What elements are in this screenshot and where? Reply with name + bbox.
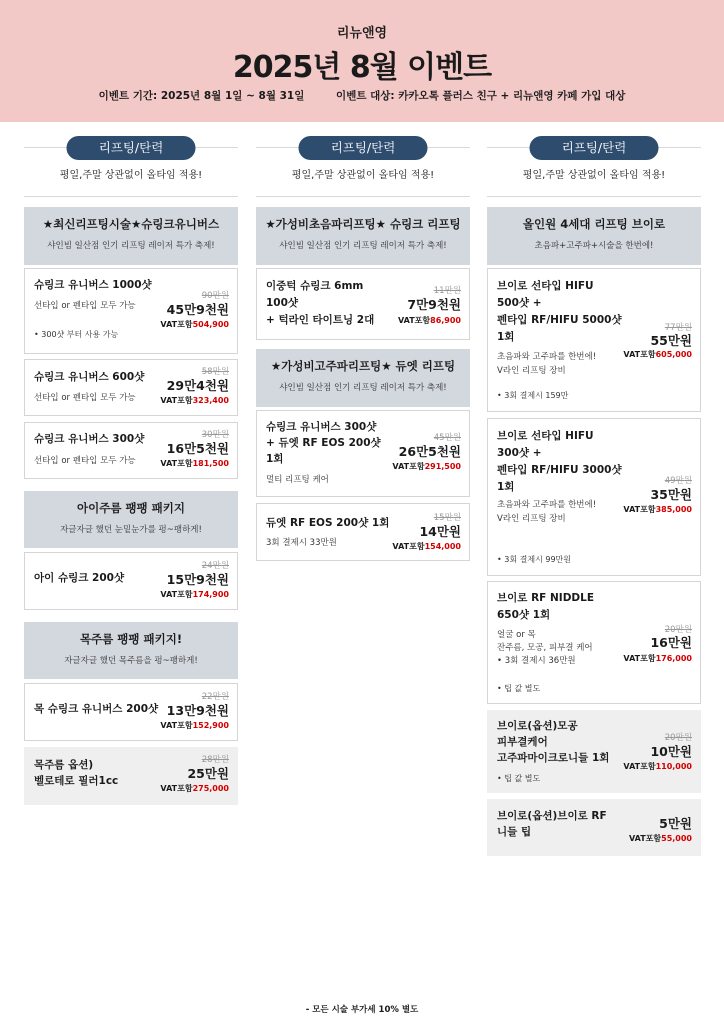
item-name-line: 고주파마이크로니들 1회 [497, 752, 610, 764]
sale-price: 14만원 [419, 524, 461, 539]
section-title: 목주름 팽팽 패키지! [79, 632, 183, 646]
section-subtitle: 초음파+고주파+시술을 한번에! [534, 241, 654, 251]
category-subtitle: 평일,주말 상관없이 올타임 적용! [291, 170, 435, 181]
item-note: • 3회 결제시 99만원 [497, 555, 571, 564]
original-price: 20만원 [664, 733, 692, 743]
item-name-line: 이중턱 슈링크 6mm [266, 280, 364, 292]
item-note: • 팁 값 별도 [497, 684, 541, 693]
list-item [256, 503, 470, 561]
vat-price: VAT포함323,400 [160, 396, 229, 405]
brand-name: 리뉴앤영 [336, 26, 388, 41]
item-name-line: 니들 팁 [497, 826, 532, 838]
vat-price: VAT포함275,000 [160, 784, 229, 793]
list-item [487, 268, 701, 412]
vat-price: VAT포함86,900 [397, 316, 461, 325]
category-header [256, 122, 470, 197]
item-note: • 팁 값 별도 [497, 774, 541, 783]
sale-price: 7만9천원 [407, 297, 461, 312]
item-desc: 선타입 or 펜타입 모두 가능 [34, 301, 136, 311]
sale-price: 16만5천원 [166, 441, 229, 456]
item-name-line: 브이로 선타입 HIFU [497, 280, 594, 292]
sale-price: 26만5천원 [398, 444, 461, 459]
section-subtitle: 샤인빔 일산점 인기 리프팅 레이저 특가 축제! [279, 383, 447, 393]
original-price: 77만원 [664, 323, 692, 333]
item-note: • 300샷 부터 사용 가능 [34, 330, 119, 339]
event-header [0, 0, 724, 122]
category-subtitle: 평일,주말 상관없이 올타임 적용! [522, 170, 666, 181]
original-price: 22만원 [201, 692, 229, 702]
item-name-line: 브이로(옵션)브이로 RF [497, 810, 607, 822]
section-header [24, 491, 238, 548]
section-header [487, 207, 701, 265]
item-name-line: 펜타입 RF/HIFU 3000샷 [497, 464, 622, 476]
original-price: 58만원 [201, 367, 229, 377]
list-item [487, 710, 701, 793]
list-item [256, 268, 470, 340]
category-header [24, 122, 238, 197]
category-badge: 리프팅/탄력 [530, 136, 659, 160]
item-desc: V라인 리프팅 장비 [497, 366, 566, 376]
event-target: 이벤트 대상: 카카오톡 플러스 친구 + 리뉴앤영 카페 가입 대상 [336, 90, 626, 102]
item-name-line: + 턱라인 타이트닝 2대 [266, 314, 375, 326]
vat-price: VAT포함55,000 [628, 834, 692, 843]
list-item [256, 410, 470, 497]
section-title: 아이주름 팽팽 패키지 [77, 501, 185, 515]
item-name: 아이 슈링크 200샷 [34, 572, 125, 584]
item-name-line: 500샷 + [497, 297, 542, 309]
original-price: 28만원 [201, 755, 229, 765]
item-name: 슈링크 유니버스 300샷 [34, 433, 145, 445]
list-item [24, 683, 238, 741]
vat-price: VAT포함154,000 [392, 542, 461, 551]
section-header [256, 207, 470, 265]
section-subtitle: 샤인빔 일산점 인기 리프팅 레이저 특가 축제! [47, 241, 215, 251]
original-price: 90만원 [201, 291, 229, 301]
section-header [256, 349, 470, 407]
item-name-line: 브이로 RF NIDDLE [497, 592, 594, 604]
item-desc: 잔주름, 모공, 피부결 케어 [497, 643, 593, 653]
section-header [24, 622, 238, 679]
sale-price: 15만9천원 [166, 572, 229, 587]
item-name-line: 벨로테로 필러1cc [34, 775, 119, 787]
section-title: ★가성비초음파리프팅★ 슈링크 리프팅 [265, 217, 461, 231]
list-item [24, 422, 238, 479]
event-period: 이벤트 기간: 2025년 8월 1일 ~ 8월 31일 [98, 90, 305, 102]
sale-price: 35만원 [650, 487, 692, 502]
page-title: 2025년 8월 이벤트 [232, 50, 492, 85]
section-title: ★가성비고주파리프팅★ 듀엣 리프팅 [270, 359, 456, 373]
item-name: 듀엣 RF EOS 200샷 1회 [266, 517, 390, 529]
original-price: 15만원 [433, 513, 461, 523]
list-item [487, 418, 701, 576]
original-price: 45만원 [433, 433, 461, 443]
item-name-line: 1회 [266, 453, 284, 465]
list-item [24, 268, 238, 354]
item-name-line: 650샷 1회 [497, 609, 551, 621]
item-name-line: 300샷 + [497, 447, 542, 459]
footer-note: - 모든 시술 부가세 10% 별도 [305, 1005, 419, 1015]
vat-price: VAT포함385,000 [623, 505, 692, 514]
category-badge: 리프팅/탄력 [67, 136, 196, 160]
item-name: 슈링크 유니버스 600샷 [34, 371, 145, 383]
item-name: 목 슈링크 유니버스 200샷 [34, 703, 159, 715]
original-price: 20만원 [664, 625, 692, 635]
sale-price: 55만원 [650, 333, 692, 348]
sale-price: 5만원 [659, 816, 692, 831]
item-desc: V라인 리프팅 장비 [497, 514, 566, 524]
vat-price: VAT포함174,900 [160, 590, 229, 599]
sale-price: 10만원 [650, 744, 692, 759]
column-1 [24, 122, 238, 805]
item-name-line: + 듀엣 RF EOS 200샷 [266, 437, 381, 449]
sale-price: 29만4천원 [166, 378, 229, 393]
item-desc: • 3회 결제시 36만원 [497, 656, 576, 666]
item-desc: 3회 결제시 33만원 [266, 538, 337, 548]
section-subtitle: 샤인빔 일산점 인기 리프팅 레이저 특가 축제! [279, 241, 447, 251]
item-desc: 초음파와 고주파를 한번에! [497, 352, 597, 362]
category-badge: 리프팅/탄력 [299, 136, 428, 160]
vat-price: VAT포함110,000 [623, 762, 692, 771]
item-name-line: 피부결케어 [497, 736, 548, 748]
original-price: 30만원 [201, 430, 229, 440]
vat-price: VAT포함181,500 [160, 459, 229, 468]
section-subtitle: 자글자글 했던 눈밑눈가를 펑~팽하게! [60, 525, 202, 535]
list-item [487, 581, 701, 704]
item-name-line: 1회 [497, 481, 515, 493]
item-desc: 얼굴 or 목 [497, 630, 536, 640]
item-desc: 멀티 리프팅 케어 [266, 475, 329, 485]
vat-price: VAT포함605,000 [623, 350, 692, 359]
original-price: 49만원 [664, 476, 692, 486]
vat-price: VAT포함504,900 [160, 320, 229, 329]
item-name-line: 슈링크 유니버스 300샷 [266, 421, 377, 433]
column-2 [256, 122, 470, 561]
list-item [24, 747, 238, 805]
sale-price: 16만원 [650, 635, 692, 650]
sale-price: 13만9천원 [166, 703, 229, 718]
item-name-line: 펜타입 RF/HIFU 5000샷 [497, 314, 622, 326]
item-name-line: 1회 [497, 331, 515, 343]
original-price: 24만원 [201, 561, 229, 571]
item-name-line: 100샷 [266, 297, 299, 309]
item-name-line: 목주름 옵션) [34, 759, 94, 771]
sale-price: 25만원 [187, 766, 229, 781]
section-header [24, 207, 238, 265]
item-name-line: 브이로(옵션)모공 [497, 720, 578, 732]
column-3 [487, 122, 701, 856]
section-subtitle: 자글자글 했던 목주름을 펑~팽하게! [64, 656, 198, 666]
item-desc: 초음파와 고주파를 한번에! [497, 500, 597, 510]
item-note: • 3회 결제시 159만 [497, 391, 569, 400]
list-item [24, 552, 238, 610]
vat-price: VAT포함176,000 [623, 654, 692, 663]
sale-price: 45만9천원 [166, 302, 229, 317]
section-title: 올인원 4세대 리프팅 브이로 [522, 217, 666, 231]
item-desc: 선타입 or 펜타입 모두 가능 [34, 456, 136, 466]
list-item [487, 799, 701, 856]
item-desc: 선타입 or 펜타입 모두 가능 [34, 393, 136, 403]
list-item [24, 359, 238, 416]
original-price: 11만원 [433, 286, 461, 296]
category-subtitle: 평일,주말 상관없이 올타임 적용! [59, 170, 203, 181]
item-name-line: 브이로 선타입 HIFU [497, 430, 594, 442]
vat-price: VAT포함152,900 [160, 721, 229, 730]
item-name: 슈링크 유니버스 1000샷 [34, 279, 152, 291]
section-title: ★최신리프팅시술★슈링크유니버스 [42, 217, 220, 231]
category-header [487, 122, 701, 197]
event-info [0, 88, 724, 103]
vat-price: VAT포함291,500 [392, 462, 461, 471]
